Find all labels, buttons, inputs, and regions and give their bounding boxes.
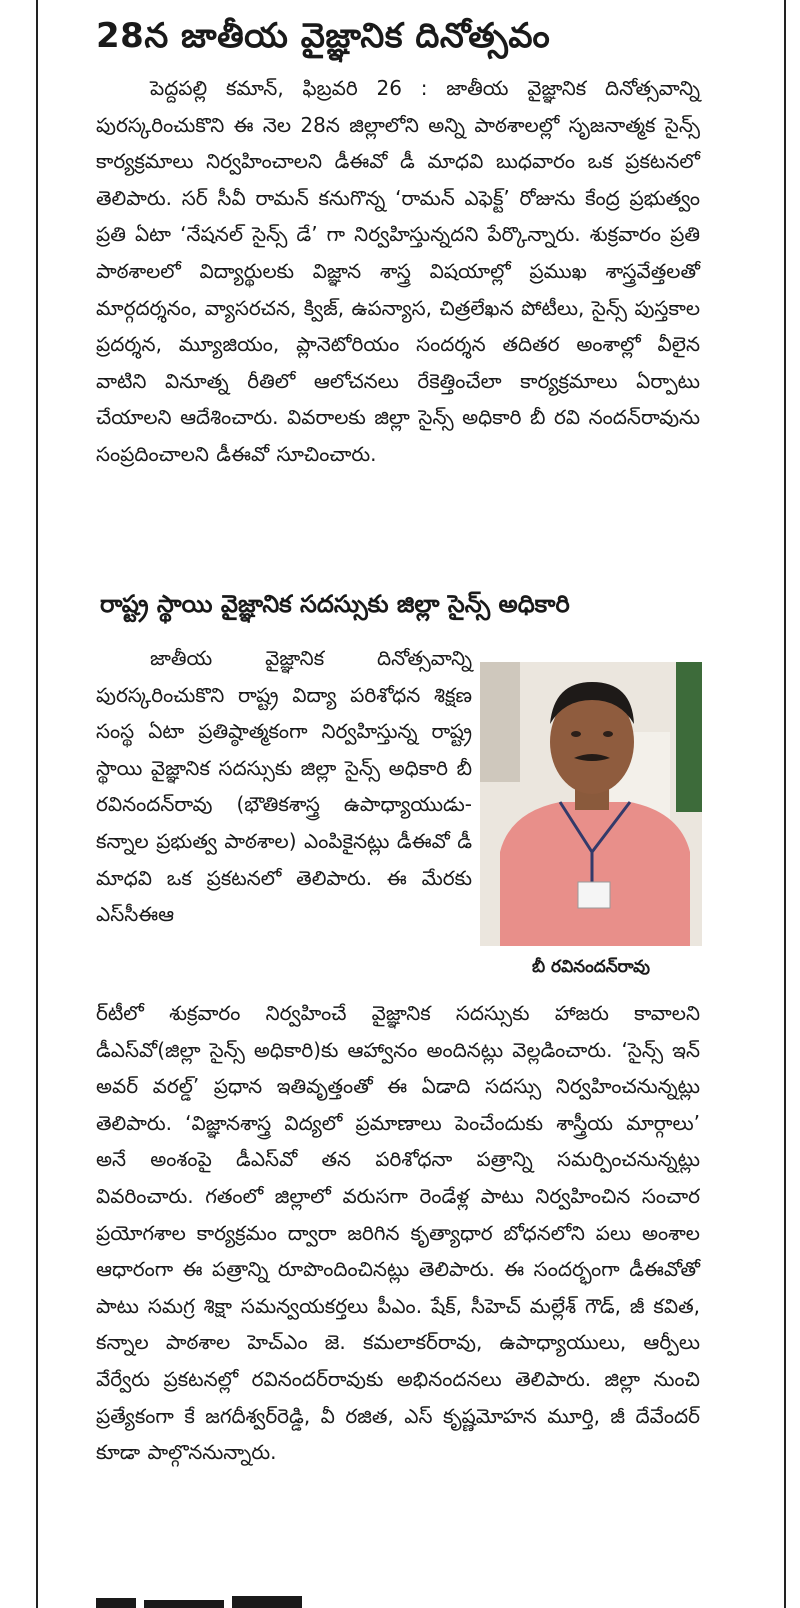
article-2-body-top: [96, 640, 472, 990]
right-column-rule: [784, 0, 786, 1608]
photo-caption: బీ రవినందన్‌రావు: [531, 957, 651, 977]
article-1-headline: 28న జాతీయ వైజ్ఞానిక దినోత్సవం: [96, 16, 551, 56]
article-2-paragraph-top: జాతీయ వైజ్ఞానిక దినోత్సవాన్ని పురస్కరించుకొని రాష్ట్ర విద్యా పరిశోధన శిక్షణ సంస్థ ఏటా ప్రతిష్ఠాత్మకంగా నిర్వహిస్తున్న రాష్ట్ర స్థాయి వైజ్ఞానిక సదస్సుకు జిల్లా సైన్స్ అధికారి బీ రవినందన్‌రావు (భౌతికశాస్త్ర ఉపాధ్యాయుడు-కన్నాల ప్రభుత్వ పాఠశాల) ఎంపికైనట్లు డీఈవో డీ మాధవి ఒక ప్రకటనలో తెలిపారు. ఈ మేరకు ఎస్‌సీఈఆ: [96, 646, 472, 927]
cropped-text-fragment: [96, 1590, 346, 1608]
article-2-paragraph-bottom: ర్‌టీలో శుక్రవారం నిర్వహించే వైజ్ఞానిక సదస్సుకు హాజరు కావాలని డీఎస్‌వో(జిల్లా సైన్స్ అధికారి)కు ఆహ్వానం అందినట్లు వెల్లడించారు. ‘సైన్స్ ఇన్ అవర్ వరల్డ్’ ప్రధాన ఇతివృత్తంతో ఈ ఏడాది సదస్సు నిర్వహించనున్నట్లు తెలిపారు. ‘విజ్ఞానశాస్త్ర విద్యలో ప్రమాణాలు పెంచేందుకు శాస్త్రీయ మార్గాలు’ అనే అంశంపై డీఎస్‌వో తన పరిశోధనా పత్రాన్ని సమర్పించనున్నట్లు వివరించారు. గతంలో జిల్లాలో వరుసగా రెండేళ్ల పాటు నిర్వహించిన సంచార ప్రయోగశాల కార్యక్రమం ద్వారా జరిగిన కృత్యాధార బోధనలోని పలు అంశాల ఆధారంగా ఈ పత్రాన్ని రూపొందించినట్లు తెలిపారు. ఈ సందర్భంగా డీఈవోతో పాటు సమగ్ర శిక్షా సమన్వయకర్తలు పీఎం. షేక్, సీహెచ్ మల్లేశ్ గౌడ్, జీ కవిత, కన్నాల పాఠశాల హెచ్‌ఎం జె. కమలాకర్‌రావు, ఉపాధ్యాయులు, ఆర్పీలు వేర్వేరు ప్రకటనల్లో రవినందర్‌రావుకు అభినందనలు తెలిపారు. జిల్లా నుంచి ప్రత్యేకంగా కే జగదీశ్వర్‌రెడ్డి, వీ రజిత, ఎస్ కృష్ణమోహన మూర్తి, జీ దేవేందర్ కూడా పాల్గొననున్నారు.: [96, 1001, 700, 1465]
article-1-paragraph: పెద్దపల్లి కమాన్, ఫిబ్రవరి 26 : జాతీయ వైజ్ఞానిక దినోత్సవాన్ని పురస్కరించుకొని ఈ నెల 28న జిల్లాలోని అన్ని పాఠశాలల్లో సృజనాత్మక సైన్స్ కార్యక్రమాలు నిర్వహించాలని డీఈవో డీ మాధవి బుధవారం ఒక ప్రకటనలో తెలిపారు. సర్ సీవీ రామన్ కనుగొన్న ‘రామన్ ఎఫెక్ట్’ రోజును కేంద్ర ప్రభుత్వం ప్రతి ఏటా ‘నేషనల్ సైన్స్ డే’ గా నిర్వహిస్తున్నదని పేర్కొన్నారు. శుక్రవారం ప్రతి పాఠశాలలో విద్యార్థులకు విజ్ఞాన శాస్త్ర విషయాల్లో ప్రముఖ శాస్త్రవేత్తలతో మార్గదర్శనం, వ్యాసరచన, క్విజ్, ఉపన్యాస, చిత్రలేఖన పోటీలు, సైన్స్ పుస్తకాల ప్రదర్శన, మ్యూజియం, ప్లానెటోరియం సందర్శన తదితర అంశాల్లో వీలైన వాటిని వినూత్న రీతిలో ఆలోచనలు రేకెత్తించేలా కార్యక్రమాలు ఏర్పాటు చేయాలని ఆదేశించారు. వివరాలకు జిల్లా సైన్స్ అధికారి బీ రవి నందన్‌రావును సంప్రదించాలని డీఈవో సూచించారు.: [96, 76, 700, 466]
article-2-body-bottom: [96, 995, 700, 1589]
left-column-rule: [36, 0, 38, 1608]
photo-of-person: [480, 662, 702, 946]
article-2-headline: రాష్ట్ర స్థాయి వైజ్ఞానిక సదస్సుకు జిల్లా సైన్స్ అధికారి: [100, 590, 570, 618]
article-1-body: [96, 70, 700, 578]
cropped-next-headline: [96, 1590, 346, 1608]
person-portrait-image: [480, 662, 702, 946]
